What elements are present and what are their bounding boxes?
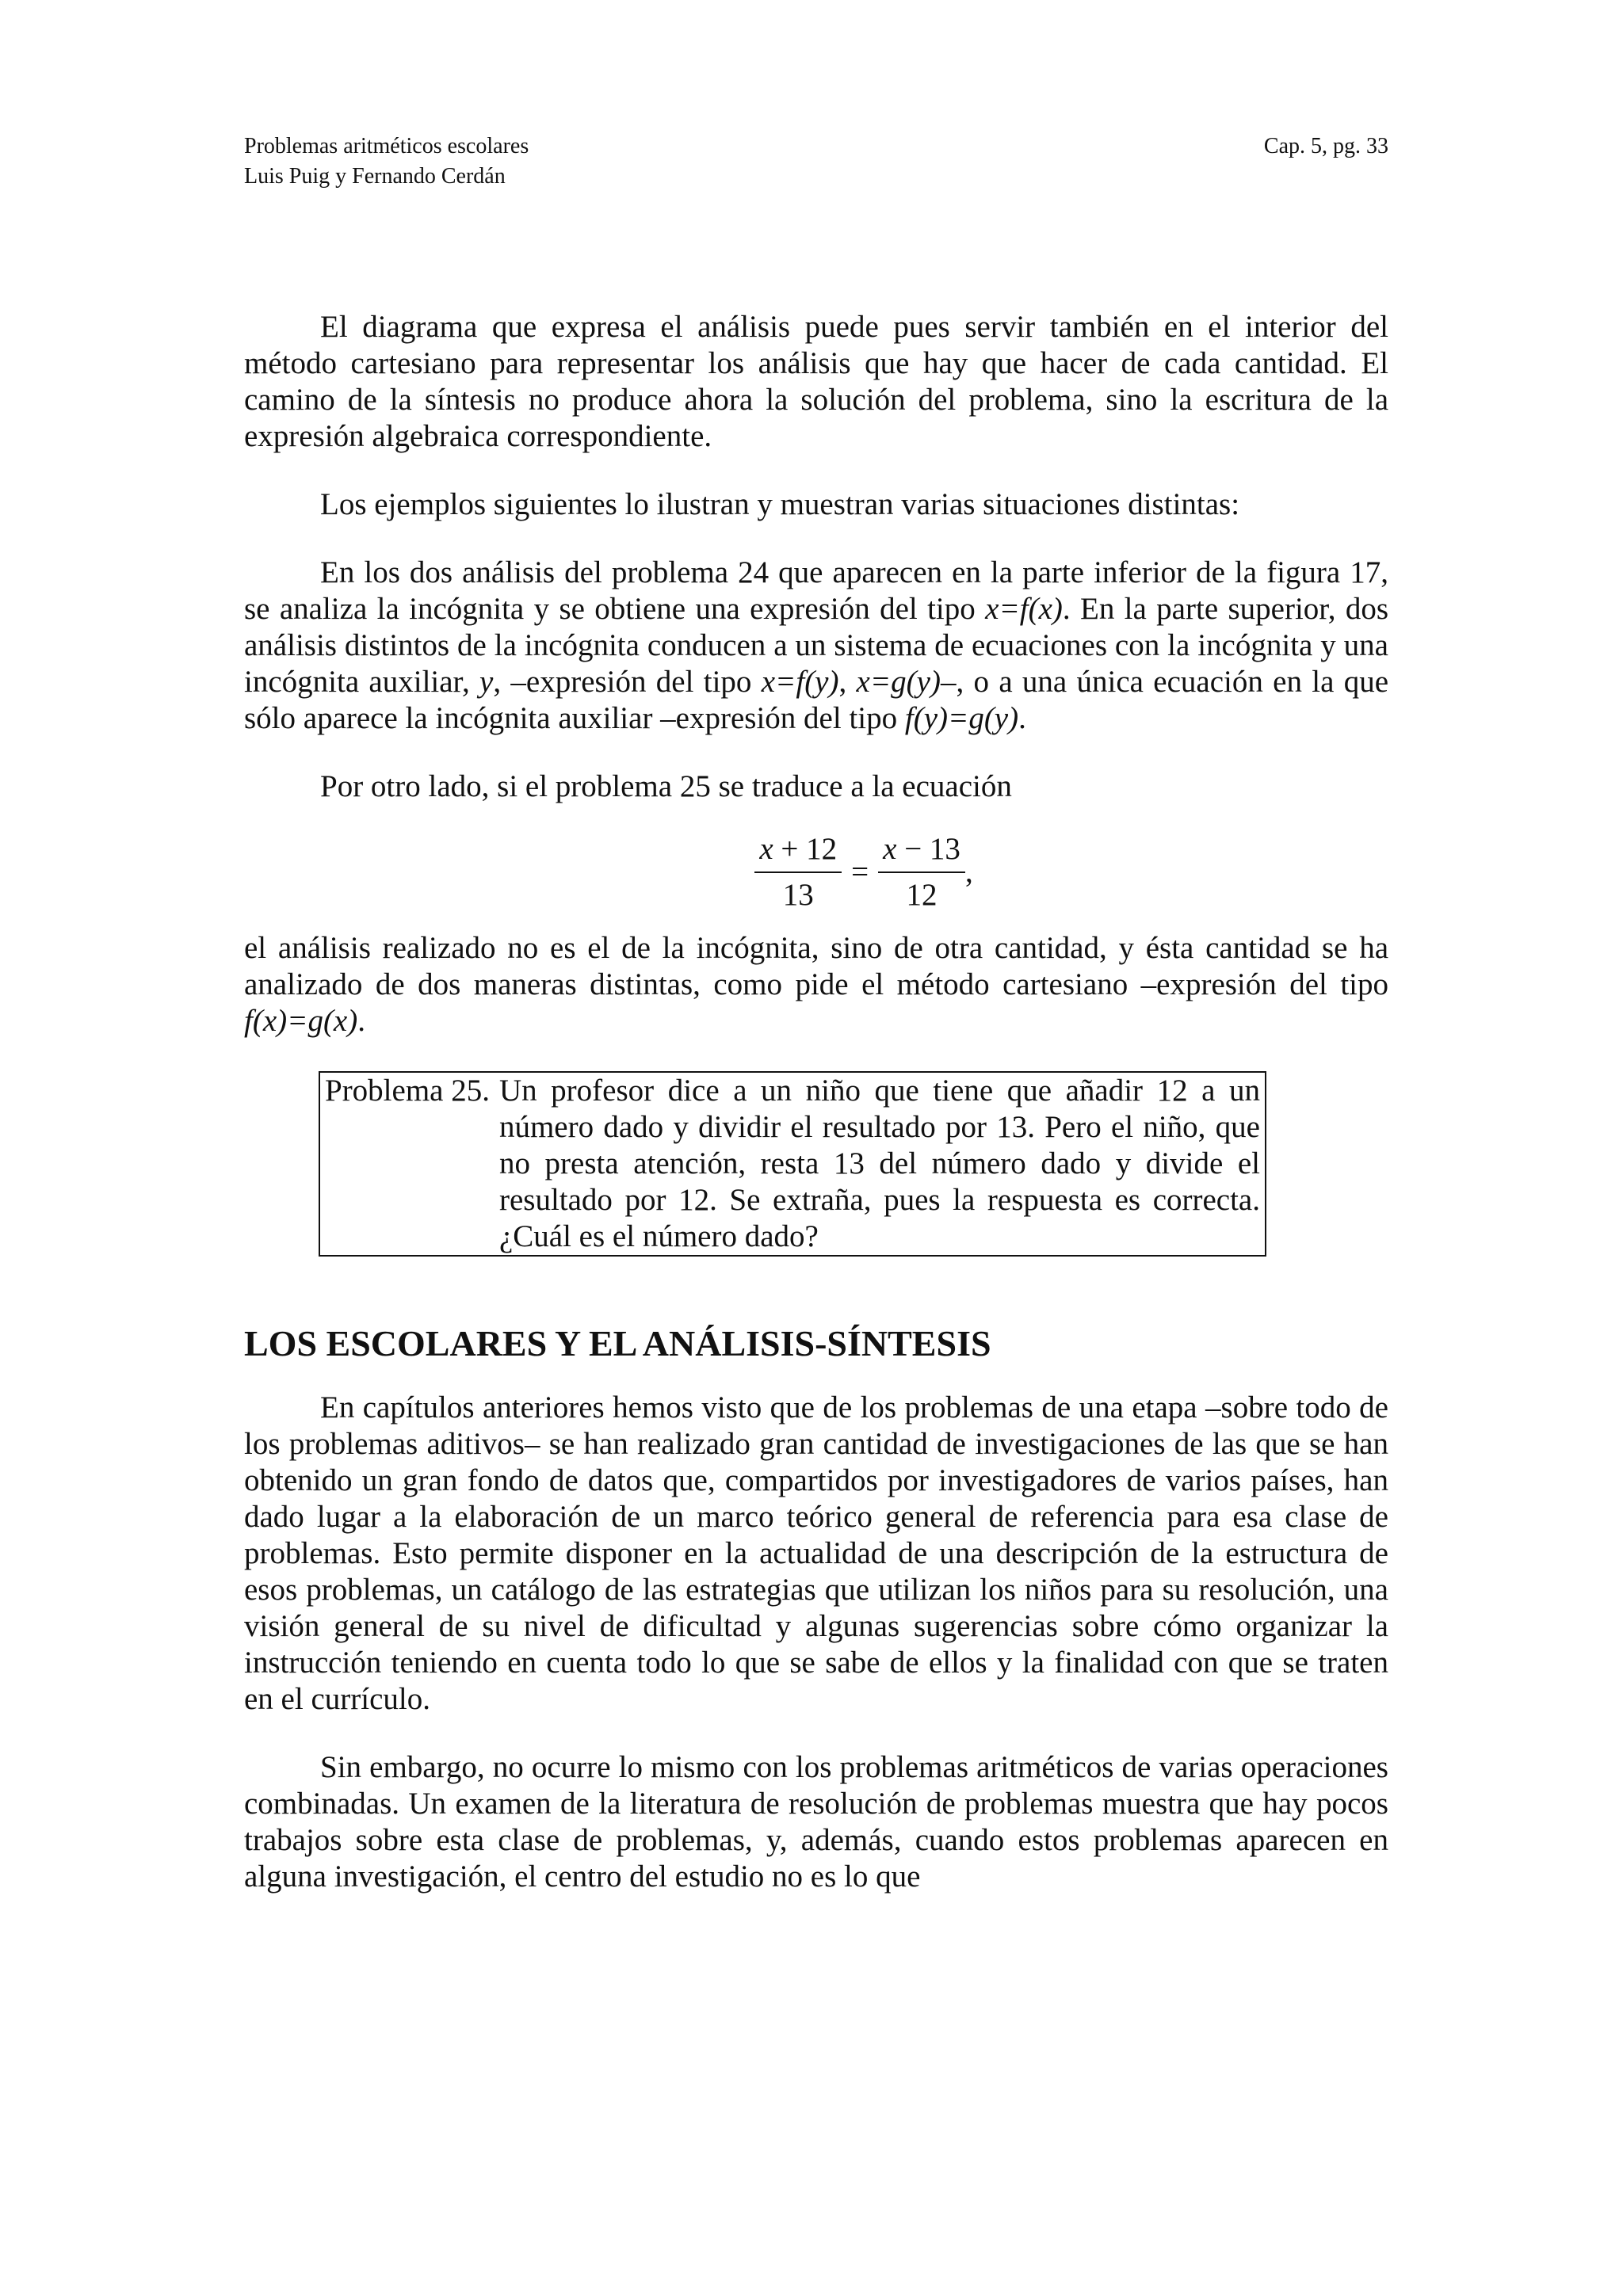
numerator-rest: + 12 [773, 832, 838, 866]
text-run: , –expresión del tipo [493, 665, 762, 699]
header-book-title: Problemas aritméticos escolares [244, 134, 529, 158]
equation-comma: , [964, 855, 973, 889]
text-run: En los dos análisis del problema 24 que aparecen en la parte inferior de la figura 17, se analiza la incógnita y se obtiene una expresión del tipo [244, 555, 1388, 626]
var-x: x [759, 832, 773, 866]
paragraph-problem-25-intro: Por otro lado, si el problema 25 se traduce a la ecuación [320, 769, 1012, 803]
fraction-left-numerator [754, 832, 842, 873]
variable-y: y [479, 665, 494, 699]
running-header [244, 132, 1388, 192]
numerator-rest: − 13 [896, 832, 960, 866]
body-text [244, 309, 1388, 1895]
paragraph-previous-chapters: En capítulos anteriores hemos visto que de los problemas de una etapa –sobre todo de los problemas aditivos– se han realizado gran cantidad de investigaciones de las que se han obtenido un gran fondo de datos que, compartidos por investigadores de varios países, han dado lugar a la elaboración de un marco teórico general de referencia para esa clase de problemas. Esto permite disponer en la actualidad de una descripción de la estructura de esos problemas, un catálogo de las estrategias que utilizan los niños para su resolución, una visión general de su nivel de dificultad y algunas sugerencias sobre cómo organizar la instrucción teniendo en cuenta todo lo que se sabe de ellos y la finalidad con que se traten en el currículo. [244, 1390, 1388, 1716]
paragraph-diagram: El diagrama que expresa el análisis puede pues servir también en el interior del método cartesiano para representar los análisis que hay que hacer de cada cantidad. El camino de la síntesis no produce ahora la solución del problema, sino la escritura de la expresión algebraica correspondiente. [244, 310, 1388, 453]
problem-label: Problema 25. [325, 1074, 490, 1108]
formula-x-gy: x=g(y) [856, 665, 941, 699]
formula-x-fy: x=f(y) [761, 665, 839, 699]
paragraph-analysis [244, 930, 1388, 1039]
formula-fy-gy: f(y)=g(y) [904, 701, 1019, 735]
paragraph-combined-operations: Sin embargo, no ocurre lo mismo con los problemas aritméticos de varias operaciones combinadas. Un examen de la literatura de resolución de problemas muestra que hay pocos trabajos sobre esta clase de problemas, y, además, cuando estos problemas aparecen en alguna investigación, el centro del estudio no es lo que [244, 1750, 1388, 1894]
paragraph-examples: Los ejemplos siguientes lo ilustran y muestran varias situaciones distintas: [320, 487, 1240, 521]
equation-display [244, 832, 1388, 913]
text-run: . En la parte superior, dos análisis distintos de la incógnita conducen a un sistema de ecuaciones con la incógnita y una incógnita auxiliar, [244, 592, 1389, 699]
header-page-ref: Cap. 5, pg. 33 [1263, 134, 1388, 158]
fraction-right-numerator [878, 832, 965, 873]
fraction-left-denominator: 13 [782, 878, 814, 912]
fraction-right [878, 832, 965, 913]
formula-fx-gx: f(x)=g(x) [244, 1004, 358, 1038]
problem-statement: Un profesor dice a un niño que tiene que añadir 12 a un número dado y dividir el resultado por 13. Pero el niño, que no presta atención, resta 13 del número dado y divide el resultado por 12. Se extraña, pues la respuesta es correcta. ¿Cuál es el número dado? [498, 1074, 1260, 1253]
header-authors: Luis Puig y Fernando Cerdán [244, 164, 506, 189]
fraction-right-denominator: 12 [906, 878, 938, 912]
var-x: x [883, 832, 897, 866]
text-run: , [838, 665, 857, 699]
text-run: . [1018, 701, 1026, 735]
equals-sign: = [851, 855, 869, 889]
text-run: –, o a una única ecuación en la que sólo aparece la incógnita auxiliar –expresión del tipo [244, 665, 1389, 735]
text-run: el análisis realizado no es el de la incógnita, sino de otra cantidad, y ésta cantidad se ha analizado de dos maneras distintas, como pide el método cartesiano –expresión del tipo [244, 931, 1388, 1001]
formula-x-fx: x=f(x) [985, 592, 1063, 626]
problem-25-box [319, 1071, 1266, 1257]
section-heading: LOS ESCOLARES Y EL ANÁLISIS-SÍNTESIS [244, 1323, 991, 1363]
paragraph-problem-24 [244, 555, 1388, 737]
fraction-left [754, 832, 842, 913]
text-run: . [357, 1004, 365, 1038]
